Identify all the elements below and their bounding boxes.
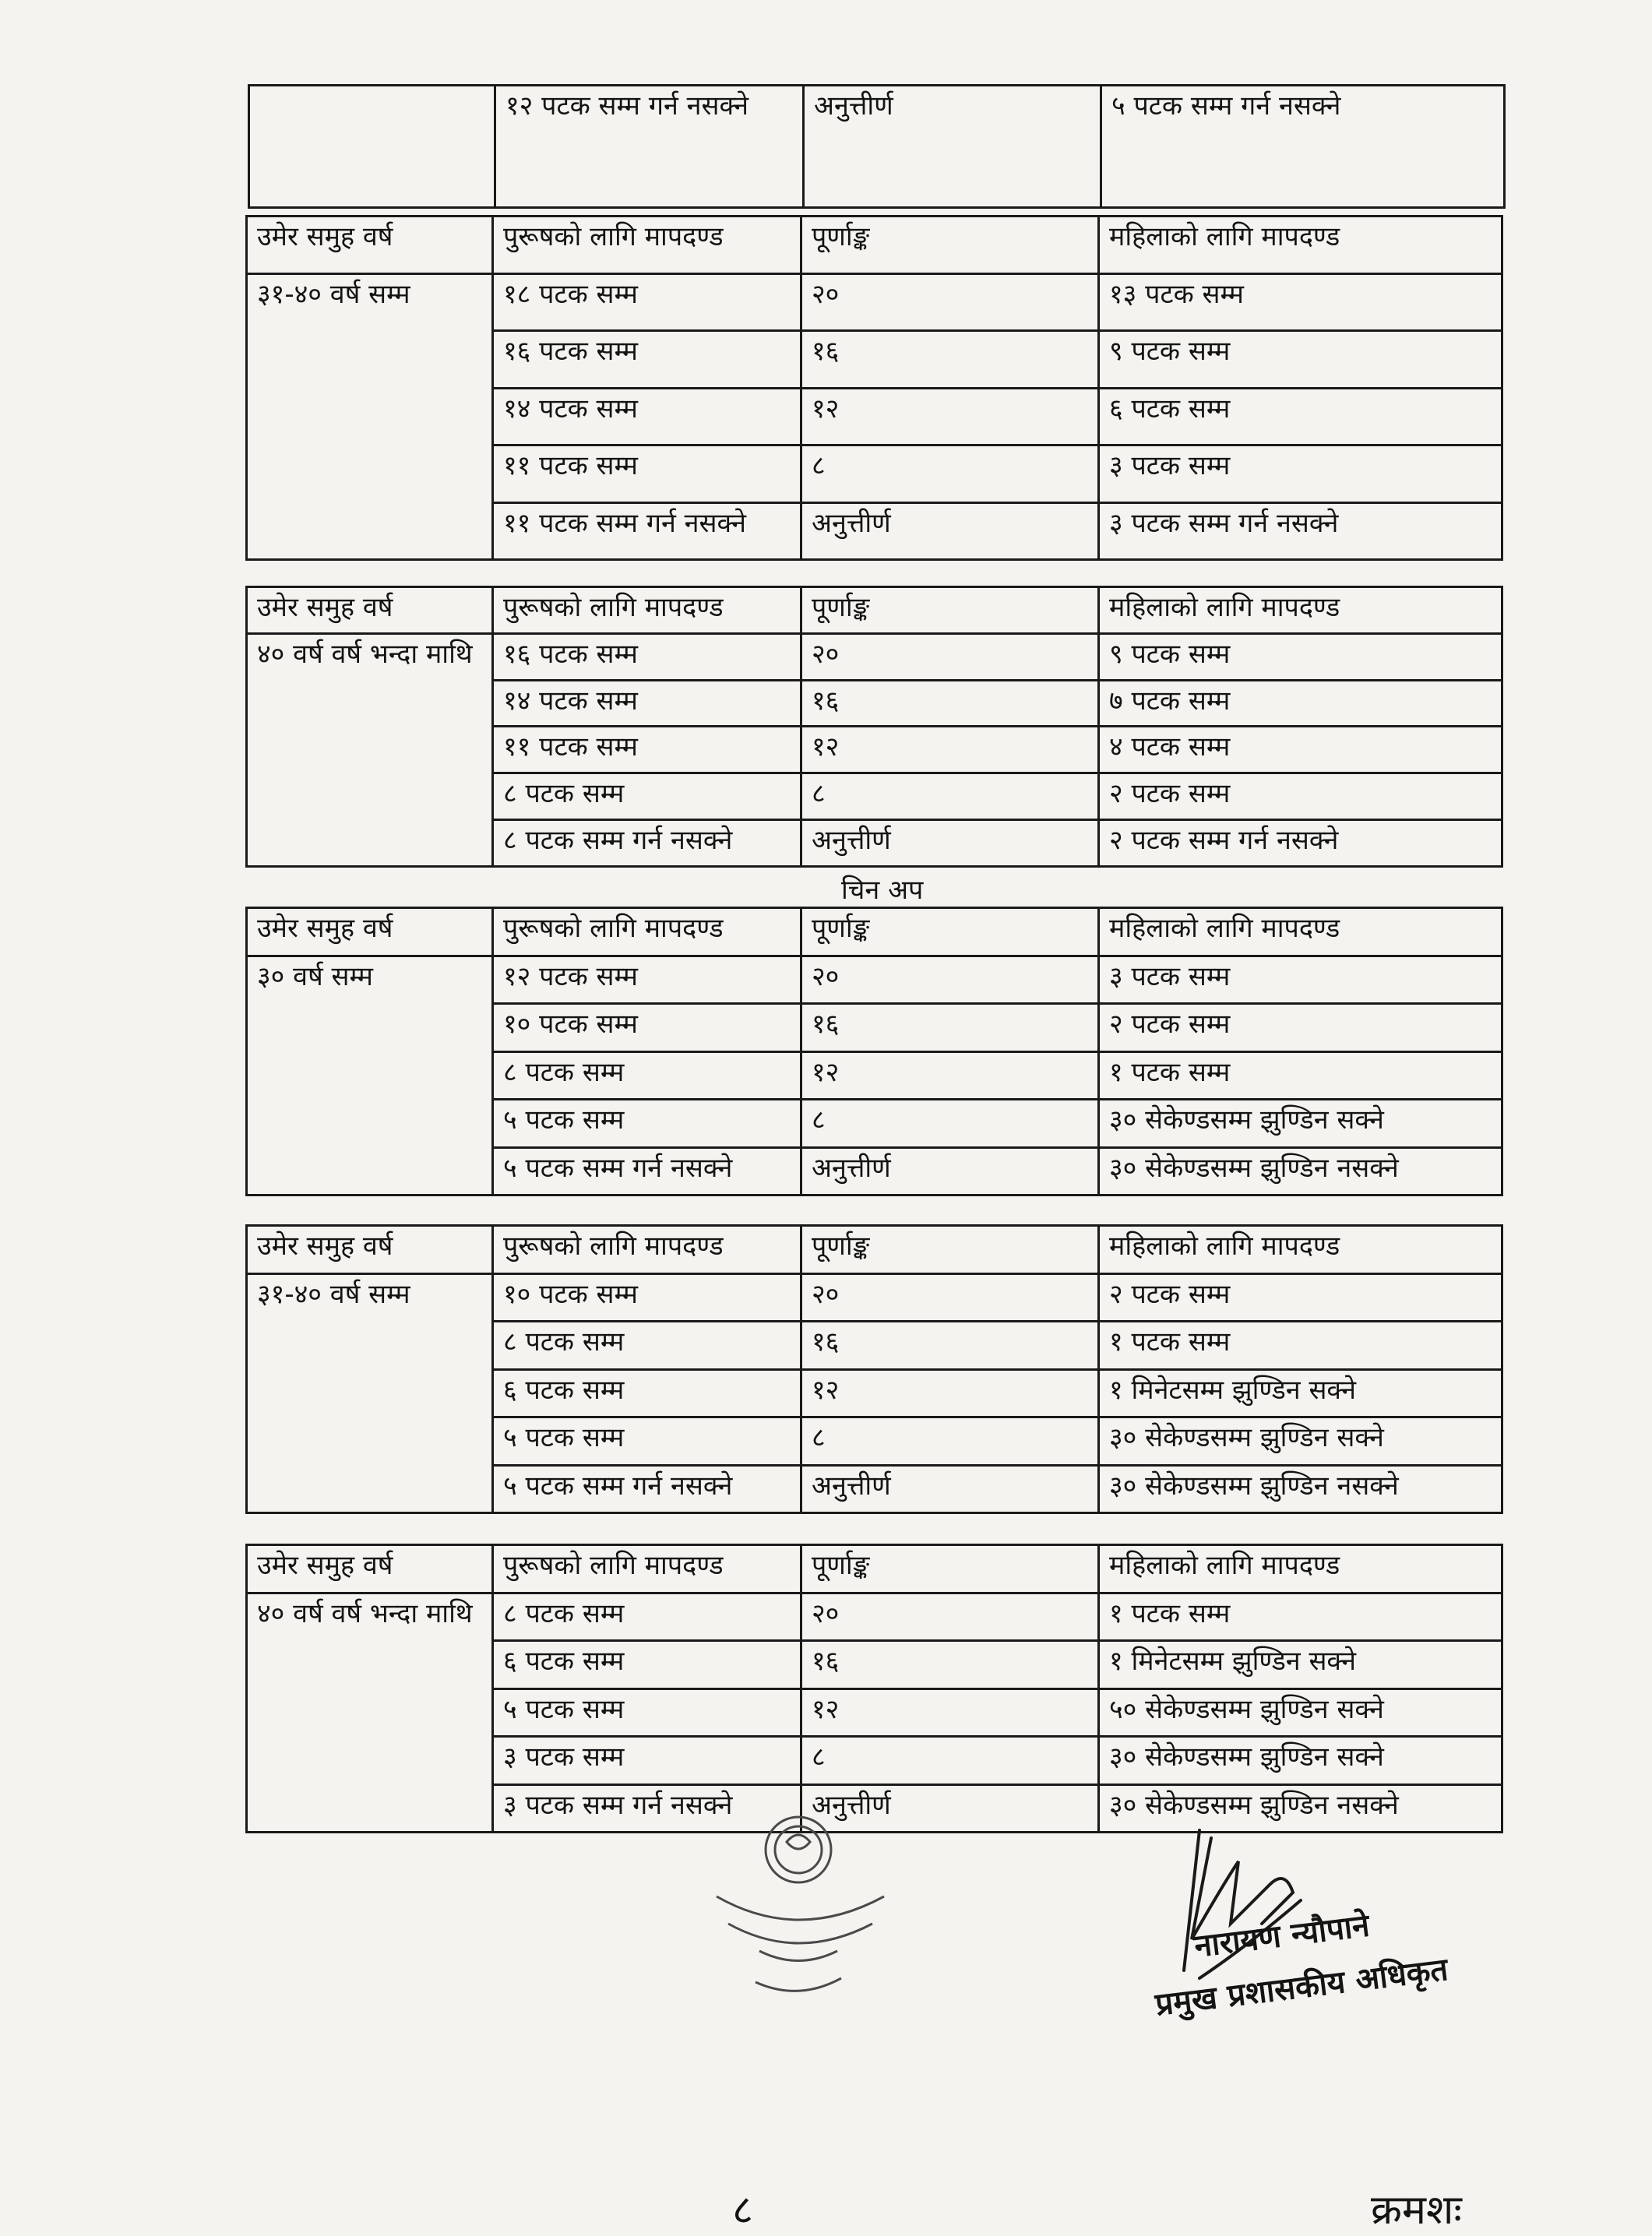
female-criteria-cell: ३ पटक सम्म गर्न नसक्ने — [1099, 502, 1502, 560]
age-group-cell: ३१-४० वर्ष सम्म — [247, 273, 493, 560]
age-group-cell: ४० वर्ष वर्ष भन्दा माथि — [247, 1593, 493, 1833]
female-criteria-cell: ३० सेकेण्डसम्म झुण्डिन सक्ने — [1099, 1100, 1502, 1148]
header-full-marks: पूर्णाङ्क — [801, 587, 1099, 634]
full-marks-cell: १६ — [801, 331, 1099, 389]
header-full-marks: पूर्णाङ्क — [801, 1226, 1099, 1274]
full-marks-cell: १६ — [801, 1641, 1099, 1689]
male-criteria-cell: ११ पटक सम्म — [493, 445, 801, 503]
female-criteria-cell: १ पटक सम्म — [1099, 1322, 1502, 1370]
male-criteria-cell: ५ पटक सम्म गर्न नसक्ने — [493, 1465, 801, 1513]
table-header-row — [247, 1545, 1502, 1593]
header-male-criteria: पुरूषको लागि मापदण्ड — [493, 587, 801, 634]
header-full-marks: पूर्णाङ्क — [801, 1545, 1099, 1593]
full-marks-cell: अनुत्तीर्ण — [801, 1465, 1099, 1513]
female-criteria-cell: १३ पटक सम्म — [1099, 273, 1502, 331]
female-criteria-cell: ७ पटक सम्म — [1099, 680, 1502, 727]
header-female-criteria: महिलाको लागि मापदण्ड — [1099, 217, 1502, 274]
full-marks-cell: १२ — [801, 1688, 1099, 1737]
header-age-group: उमेर समुह वर्ष — [247, 587, 493, 634]
municipality-seal — [670, 1807, 927, 2017]
female-criteria-cell: १ पटक सम्म — [1099, 1051, 1502, 1100]
full-marks-cell: २० — [801, 273, 1099, 331]
table-row — [247, 633, 1502, 680]
full-marks-cell: ८ — [801, 445, 1099, 503]
male-criteria-cell: ११ पटक सम्म गर्न नसक्ने — [493, 502, 801, 560]
age-group-cell — [249, 86, 495, 208]
table-row — [247, 1593, 1502, 1641]
full-marks-cell: २० — [801, 1593, 1099, 1641]
female-criteria-cell: १ मिनेटसम्म झुण्डिन सक्ने — [1099, 1369, 1502, 1417]
header-full-marks: पूर्णाङ्क — [801, 908, 1099, 956]
male-criteria-cell: १० पटक सम्म — [493, 1273, 801, 1322]
age-group-cell: ३१-४० वर्ष सम्म — [247, 1273, 493, 1513]
full-marks-cell: १६ — [801, 680, 1099, 727]
criteria-table-above-40 — [245, 586, 1503, 868]
female-criteria-cell: ३० सेकेण्डसम्म झुण्डिन नसक्ने — [1099, 1784, 1502, 1833]
female-criteria-cell: २ पटक सम्म गर्न नसक्ने — [1099, 820, 1502, 867]
full-marks-cell: २० — [801, 956, 1099, 1004]
full-marks-cell: १६ — [801, 1322, 1099, 1370]
page-number: ८ — [732, 2187, 754, 2234]
female-criteria-cell: १ पटक सम्म — [1099, 1593, 1502, 1641]
table-row — [249, 86, 1505, 208]
table-header-row — [247, 908, 1502, 956]
full-marks-cell: ८ — [801, 1417, 1099, 1466]
female-criteria-cell: २ पटक सम्म — [1099, 1273, 1502, 1322]
female-criteria-cell: ५० सेकेण्डसम्म झुण्डिन सक्ने — [1099, 1688, 1502, 1737]
criteria-table-31-40 — [245, 215, 1503, 561]
female-criteria-cell: ५ पटक सम्म गर्न नसक्ने — [1101, 86, 1505, 208]
male-criteria-cell: १२ पटक सम्म गर्न नसक्ने — [495, 86, 804, 208]
full-marks-cell: २० — [801, 1273, 1099, 1322]
male-criteria-cell: १४ पटक सम्म — [493, 388, 801, 445]
age-group-cell: ३० वर्ष सम्म — [247, 956, 493, 1195]
table-header-row — [247, 217, 1502, 274]
female-criteria-cell: २ पटक सम्म — [1099, 773, 1502, 820]
male-criteria-cell: १६ पटक सम्म — [493, 633, 801, 680]
full-marks-cell: २० — [801, 633, 1099, 680]
header-age-group: उमेर समुह वर्ष — [247, 1545, 493, 1593]
male-criteria-cell: ६ पटक सम्म — [493, 1641, 801, 1689]
male-criteria-cell: ८ पटक सम्म — [493, 1051, 801, 1100]
male-criteria-cell: ८ पटक सम्म गर्न नसक्ने — [493, 820, 801, 867]
full-marks-cell: अनुत्तीर्ण — [801, 820, 1099, 867]
header-full-marks: पूर्णाङ्क — [801, 217, 1099, 274]
male-criteria-cell: ८ पटक सम्म — [493, 1593, 801, 1641]
table-header-row — [247, 1226, 1502, 1274]
full-marks-cell: ८ — [801, 1737, 1099, 1785]
full-marks-cell: १२ — [801, 388, 1099, 445]
female-criteria-cell: १ मिनेटसम्म झुण्डिन सक्ने — [1099, 1641, 1502, 1689]
male-criteria-cell: १४ पटक सम्म — [493, 680, 801, 727]
full-marks-cell: अनुत्तीर्ण — [801, 1784, 1099, 1833]
full-marks-cell: १२ — [801, 1369, 1099, 1417]
table-header-row — [247, 587, 1502, 634]
full-marks-cell: ८ — [801, 773, 1099, 820]
full-marks-cell: अनुत्तीर्ण — [801, 1147, 1099, 1195]
criteria-table-chinup-31-40 — [245, 1224, 1503, 1514]
age-group-cell: ४० वर्ष वर्ष भन्दा माथि — [247, 633, 493, 866]
continued-marker: क्रमशः — [1371, 2187, 1462, 2234]
header-female-criteria: महिलाको लागि मापदण्ड — [1099, 587, 1502, 634]
table-row — [247, 956, 1502, 1004]
header-male-criteria: पुरूषको लागि मापदण्ड — [493, 1545, 801, 1593]
section-title: चिन अप — [841, 875, 924, 906]
female-criteria-cell: ४ पटक सम्म — [1099, 727, 1502, 773]
header-age-group: उमेर समुह वर्ष — [247, 1226, 493, 1274]
criteria-table-chinup-30 — [245, 907, 1503, 1196]
full-marks-cell: अनुत्तीर्ण — [801, 502, 1099, 560]
male-criteria-cell: ६ पटक सम्म — [493, 1369, 801, 1417]
header-age-group: उमेर समुह वर्ष — [247, 217, 493, 274]
male-criteria-cell: ३ पटक सम्म गर्न नसक्ने — [493, 1784, 801, 1833]
female-criteria-cell: ३० सेकेण्डसम्म झुण्डिन सक्ने — [1099, 1737, 1502, 1785]
header-female-criteria: महिलाको लागि मापदण्ड — [1099, 1545, 1502, 1593]
female-criteria-cell: ३० सेकेण्डसम्म झुण्डिन नसक्ने — [1099, 1465, 1502, 1513]
female-criteria-cell: ३ पटक सम्म — [1099, 956, 1502, 1004]
male-criteria-cell: ५ पटक सम्म गर्न नसक्ने — [493, 1147, 801, 1195]
male-criteria-cell: १८ पटक सम्म — [493, 273, 801, 331]
full-marks-cell: १२ — [801, 1051, 1099, 1100]
signer-name: नारायण न्यौपाने — [1192, 1907, 1372, 1965]
header-female-criteria: महिलाको लागि मापदण्ड — [1099, 1226, 1502, 1274]
header-male-criteria: पुरूषको लागि मापदण्ड — [493, 217, 801, 274]
criteria-table-chinup-above-40 — [245, 1544, 1503, 1833]
header-male-criteria: पुरूषको लागि मापदण्ड — [493, 1226, 801, 1274]
female-criteria-cell: २ पटक सम्म — [1099, 1004, 1502, 1052]
female-criteria-cell: ६ पटक सम्म — [1099, 388, 1502, 445]
full-marks-cell: ८ — [801, 1100, 1099, 1148]
female-criteria-cell: ९ पटक सम्म — [1099, 633, 1502, 680]
female-criteria-cell: ९ पटक सम्म — [1099, 331, 1502, 389]
header-female-criteria: महिलाको लागि मापदण्ड — [1099, 908, 1502, 956]
full-marks-cell: १६ — [801, 1004, 1099, 1052]
signer-title: प्रमुख प्रशासकीय अधिकृत — [1153, 1951, 1450, 2023]
header-age-group: उमेर समुह वर्ष — [247, 908, 493, 956]
female-criteria-cell: ३० सेकेण्डसम्म झुण्डिन सक्ने — [1099, 1417, 1502, 1466]
female-criteria-cell: ३ पटक सम्म — [1099, 445, 1502, 503]
male-criteria-cell: ८ पटक सम्म — [493, 1322, 801, 1370]
full-marks-cell: १२ — [801, 727, 1099, 773]
male-criteria-cell: ५ पटक सम्म — [493, 1417, 801, 1466]
male-criteria-cell: ५ पटक सम्म — [493, 1100, 801, 1148]
male-criteria-cell: ५ पटक सम्म — [493, 1688, 801, 1737]
full-marks-cell: अनुत्तीर्ण — [804, 86, 1101, 208]
male-criteria-cell: ११ पटक सम्म — [493, 727, 801, 773]
male-criteria-cell: ३ पटक सम्म — [493, 1737, 801, 1785]
table-row — [247, 273, 1502, 331]
male-criteria-cell: १० पटक सम्म — [493, 1004, 801, 1052]
header-male-criteria: पुरूषको लागि मापदण्ड — [493, 908, 801, 956]
male-criteria-cell: १२ पटक सम्म — [493, 956, 801, 1004]
male-criteria-cell: १६ पटक सम्म — [493, 331, 801, 389]
male-criteria-cell: ८ पटक सम्म — [493, 773, 801, 820]
table-row — [247, 1273, 1502, 1322]
female-criteria-cell: ३० सेकेण्डसम्म झुण्डिन नसक्ने — [1099, 1147, 1502, 1195]
criteria-table-continued — [248, 84, 1506, 209]
